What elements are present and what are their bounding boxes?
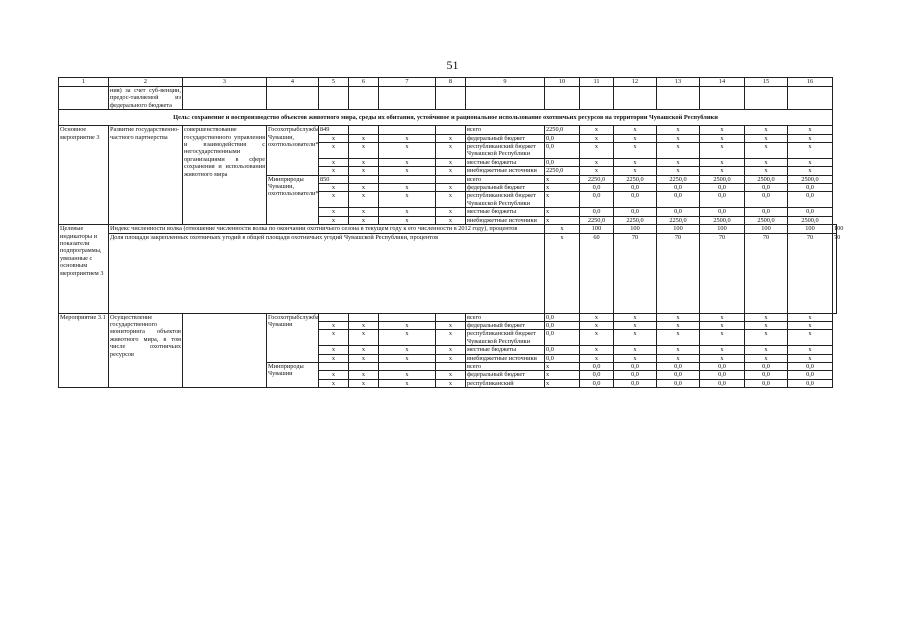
value-cell: 0,0 — [788, 362, 833, 370]
value-cell: 2500,0 — [745, 216, 788, 224]
value-cell: x — [745, 126, 788, 134]
source-cell: республиканский бюджет Чувашской Республики — [466, 192, 545, 208]
value-cell: x — [614, 126, 657, 134]
value-cell: 0,0 — [745, 362, 788, 370]
table-cell — [436, 87, 466, 110]
table-cell — [379, 175, 436, 183]
value-cell: 0,0 — [788, 184, 833, 192]
indicator-value: x — [545, 225, 580, 233]
value-cell: x — [614, 313, 657, 321]
table-row — [59, 110, 837, 126]
column-header: 16 — [788, 78, 833, 87]
table-cell — [349, 362, 379, 370]
value-cell: x — [745, 134, 788, 142]
table-cell: x — [319, 321, 349, 329]
value-cell: x — [700, 321, 745, 329]
value-cell: x — [545, 208, 580, 216]
table-cell: x — [349, 134, 379, 142]
column-header: 15 — [745, 78, 788, 87]
value-cell: 2500,0 — [700, 216, 745, 224]
table-body — [59, 78, 844, 388]
table-cell: x — [319, 346, 349, 354]
value-cell: 0,0 — [700, 184, 745, 192]
column-header: 4 — [267, 78, 319, 87]
value-cell: x — [614, 158, 657, 166]
table-cell — [379, 87, 436, 110]
value-cell: 0,0 — [700, 371, 745, 379]
table-cell: x — [319, 167, 349, 175]
table-cell: x — [436, 321, 466, 329]
source-cell: федеральный бюджет — [466, 184, 545, 192]
value-cell: 0,0 — [614, 208, 657, 216]
table-cell: x — [349, 371, 379, 379]
indicator-value: 100 — [788, 225, 833, 233]
value-cell: 0,0 — [545, 134, 580, 142]
column-header: 6 — [349, 78, 379, 87]
table-cell: x — [379, 371, 436, 379]
indicator-value: 100 — [834, 225, 844, 233]
value-cell: x — [545, 184, 580, 192]
code-cell: 849 — [319, 126, 349, 134]
value-cell: 0,0 — [545, 354, 580, 362]
table-cell — [349, 87, 379, 110]
executor-cell: Госохотрыбслужба Чувашии — [267, 313, 319, 362]
value-cell: 0,0 — [700, 362, 745, 370]
value-cell: x — [545, 192, 580, 208]
code-cell: 850 — [319, 175, 349, 183]
value-cell: x — [745, 313, 788, 321]
table-cell: x — [379, 208, 436, 216]
value-cell: 0,0 — [788, 371, 833, 379]
table-cell: x — [436, 216, 466, 224]
column-header: 12 — [614, 78, 657, 87]
value-cell: 0,0 — [580, 379, 614, 387]
column-header: 9 — [466, 78, 545, 87]
executor-cell: Минприроды Чувашии, охотпользователи* — [267, 175, 319, 224]
table-cell: ния) за счет суб-венции, предос-тавляемой из федерального бюджета — [110, 87, 181, 109]
value-cell: 0,0 — [614, 362, 657, 370]
indicator-value: x — [545, 233, 580, 313]
value-cell: x — [745, 330, 788, 346]
table-cell: x — [319, 143, 349, 159]
value-cell: x — [788, 143, 833, 159]
value-cell: x — [657, 346, 700, 354]
event-goal: совершенствование государственного управления и взаимодействия с негосударственными организациями в сфере сохранения и использования животного мира — [183, 126, 267, 225]
value-cell: 0,0 — [700, 192, 745, 208]
value-cell: x — [580, 167, 614, 175]
table-cell — [436, 313, 466, 321]
source-cell: всего — [466, 126, 545, 134]
table-cell: x — [319, 192, 349, 208]
value-cell: 0,0 — [545, 158, 580, 166]
table-row — [59, 313, 837, 321]
value-cell: x — [657, 321, 700, 329]
table-cell — [349, 313, 379, 321]
value-cell: 2500,0 — [745, 175, 788, 183]
value-cell: 0,0 — [657, 192, 700, 208]
value-cell: x — [788, 126, 833, 134]
value-cell: x — [614, 167, 657, 175]
value-cell: x — [788, 346, 833, 354]
source-cell: федеральный бюджет — [466, 371, 545, 379]
table-cell: x — [319, 330, 349, 346]
value-cell: x — [700, 330, 745, 346]
table-cell — [745, 87, 788, 110]
value-cell: 2500,0 — [788, 216, 833, 224]
value-cell: x — [657, 330, 700, 346]
table-cell: x — [436, 143, 466, 159]
table-cell: x — [379, 158, 436, 166]
table-cell: x — [436, 134, 466, 142]
table-cell — [700, 87, 745, 110]
table-row — [59, 225, 837, 233]
table-row — [59, 87, 837, 110]
value-cell: x — [545, 379, 580, 387]
table-cell — [466, 87, 545, 110]
event-name: Осуществление государственного мониторинга объектов животного мира, в том числе охотничьих ресурсов — [109, 313, 183, 388]
executor-cell: Минприроды Чувашии — [267, 362, 319, 387]
table-cell — [267, 87, 319, 110]
table-cell: x — [436, 158, 466, 166]
table-cell: x — [349, 321, 379, 329]
table-cell: x — [319, 158, 349, 166]
table-row — [59, 126, 837, 134]
value-cell: 0,0 — [545, 346, 580, 354]
indicator-text: Доля площади закрепленных охотничьих угодий в общей площади охотничьих угодий Чувашской Республики, процентов — [109, 233, 545, 313]
value-cell: 0,0 — [545, 321, 580, 329]
value-cell: 0,0 — [745, 192, 788, 208]
source-cell: федеральный бюджет — [466, 321, 545, 329]
table-cell: x — [436, 208, 466, 216]
value-cell: 0,0 — [745, 184, 788, 192]
table-cell: x — [436, 346, 466, 354]
source-cell: всего — [466, 362, 545, 370]
table-cell — [349, 126, 379, 134]
value-cell: x — [614, 321, 657, 329]
source-cell: местные бюджеты — [466, 208, 545, 216]
table-cell: x — [319, 354, 349, 362]
value-cell: x — [657, 354, 700, 362]
value-cell: x — [745, 143, 788, 159]
indicator-value: 70 — [614, 233, 657, 313]
table-cell: x — [349, 346, 379, 354]
value-cell: x — [657, 167, 700, 175]
table-cell — [319, 87, 349, 110]
value-cell: x — [657, 158, 700, 166]
value-cell: x — [545, 216, 580, 224]
table-cell: x — [379, 346, 436, 354]
table-cell — [436, 362, 466, 370]
value-cell: 2250,0 — [580, 175, 614, 183]
value-cell: 2500,0 — [788, 175, 833, 183]
value-cell: 0,0 — [745, 379, 788, 387]
value-cell: 0,0 — [700, 379, 745, 387]
executor-cell: Госохотрыбслужба Чувашии, охотпользователи* — [267, 126, 319, 175]
value-cell: x — [745, 346, 788, 354]
indicator-value: 70 — [833, 233, 837, 313]
table-cell — [379, 313, 436, 321]
value-cell: x — [580, 134, 614, 142]
source-cell: местные бюджеты — [466, 346, 545, 354]
value-cell: x — [745, 354, 788, 362]
value-cell: x — [700, 313, 745, 321]
value-cell: 0,0 — [614, 192, 657, 208]
indicator-text: Индекс численности волка (отношение численности волка по окончании охотничьего сезона в текущем году к его численности в 2012 году), процентов — [109, 225, 545, 233]
value-cell: 0,0 — [745, 208, 788, 216]
value-cell: x — [580, 126, 614, 134]
table-cell — [545, 87, 580, 110]
value-cell: x — [745, 321, 788, 329]
table-cell — [614, 87, 657, 110]
table-cell — [436, 126, 466, 134]
table-cell — [788, 87, 833, 110]
source-cell: республиканский бюджет Чувашской Республики — [466, 330, 545, 346]
value-cell: x — [788, 330, 833, 346]
value-cell: x — [657, 313, 700, 321]
targets-label: Целевые индикаторы и показатели подпрограммы, увязанные с основным мероприятием 3 — [59, 225, 109, 313]
indicator-value: 70 — [788, 233, 833, 313]
table-cell — [657, 87, 700, 110]
value-cell: x — [614, 346, 657, 354]
column-header: 8 — [436, 78, 466, 87]
value-cell: x — [580, 313, 614, 321]
value-cell: 0,0 — [614, 379, 657, 387]
table-row — [59, 233, 837, 313]
value-cell: x — [745, 167, 788, 175]
column-header: 14 — [700, 78, 745, 87]
table-cell: x — [319, 379, 349, 387]
source-cell: республиканский — [466, 379, 545, 387]
value-cell: x — [788, 167, 833, 175]
column-header: 2 — [109, 78, 183, 87]
table-cell: x — [319, 371, 349, 379]
value-cell: x — [545, 371, 580, 379]
event-label: Мероприятие 3.1 — [59, 313, 109, 388]
table-cell: x — [349, 208, 379, 216]
value-cell: x — [700, 354, 745, 362]
column-header: 13 — [657, 78, 700, 87]
source-cell: всего — [466, 313, 545, 321]
table-cell: x — [349, 184, 379, 192]
value-cell: 0,0 — [580, 208, 614, 216]
table-cell — [436, 175, 466, 183]
table-cell: x — [379, 379, 436, 387]
table-cell: x — [436, 184, 466, 192]
table-row — [59, 78, 837, 87]
table-cell — [349, 175, 379, 183]
source-cell: республиканский бюджет Чувашской Республики — [466, 143, 545, 159]
value-cell: x — [614, 354, 657, 362]
table-cell: x — [349, 167, 379, 175]
table-cell: x — [436, 371, 466, 379]
value-cell: x — [700, 143, 745, 159]
table-cell — [59, 87, 109, 110]
indicator-value: 100 — [657, 225, 700, 233]
indicator-value: 100 — [700, 225, 745, 233]
table-cell: x — [319, 134, 349, 142]
table-cell: x — [349, 330, 379, 346]
value-cell: 0,0 — [788, 192, 833, 208]
table-cell — [183, 87, 267, 110]
table-cell: x — [379, 321, 436, 329]
value-cell: x — [580, 143, 614, 159]
column-header: 7 — [379, 78, 436, 87]
source-cell: всего — [466, 175, 545, 183]
table-cell: x — [319, 216, 349, 224]
table-cell — [379, 362, 436, 370]
table-cell: x — [436, 192, 466, 208]
table-cell: x — [379, 143, 436, 159]
value-cell: x — [657, 143, 700, 159]
table-cell: x — [349, 143, 379, 159]
value-cell: 0,0 — [700, 208, 745, 216]
table-cell: x — [379, 192, 436, 208]
value-cell: x — [614, 330, 657, 346]
table-cell: x — [319, 208, 349, 216]
value-cell: 2250,0 — [545, 167, 580, 175]
event-label: Основное мероприятие 3 — [59, 126, 109, 225]
value-cell: 2250,0 — [614, 216, 657, 224]
value-cell: 2500,0 — [700, 175, 745, 183]
value-cell: x — [788, 313, 833, 321]
value-cell: 0,0 — [580, 362, 614, 370]
table-cell: x — [379, 216, 436, 224]
value-cell: 2250,0 — [580, 216, 614, 224]
value-cell: x — [700, 126, 745, 134]
value-cell: x — [580, 354, 614, 362]
table-cell: x — [349, 379, 379, 387]
source-cell: внебюджетные источники — [466, 216, 545, 224]
table-cell — [580, 87, 614, 110]
value-cell: x — [788, 321, 833, 329]
source-cell: внебюджетные источники — [466, 354, 545, 362]
value-cell: 0,0 — [545, 330, 580, 346]
table-cell: x — [379, 134, 436, 142]
value-cell: 0,0 — [745, 371, 788, 379]
table-cell: x — [379, 354, 436, 362]
value-cell: x — [657, 134, 700, 142]
source-cell: внебюджетные источники — [466, 167, 545, 175]
table-cell: x — [349, 354, 379, 362]
value-cell: 2250,0 — [657, 175, 700, 183]
indicator-value: 70 — [700, 233, 745, 313]
value-cell: x — [700, 134, 745, 142]
value-cell: x — [580, 330, 614, 346]
value-cell: x — [700, 158, 745, 166]
budget-table — [58, 77, 844, 388]
value-cell: 2250,0 — [614, 175, 657, 183]
source-cell: местные бюджеты — [466, 158, 545, 166]
column-header: 5 — [319, 78, 349, 87]
table-cell: x — [436, 167, 466, 175]
table-cell: x — [379, 330, 436, 346]
table-cell: x — [349, 216, 379, 224]
value-cell: 0,0 — [657, 379, 700, 387]
value-cell: 0,0 — [788, 208, 833, 216]
value-cell: x — [580, 321, 614, 329]
value-cell: 0,0 — [545, 143, 580, 159]
value-cell: 0,0 — [657, 184, 700, 192]
value-cell: 0,0 — [788, 379, 833, 387]
event-goal — [183, 313, 267, 388]
table-cell: x — [436, 354, 466, 362]
table-cell: x — [349, 192, 379, 208]
event-name: Развитие государственно-частного партнерства — [109, 126, 183, 225]
value-cell: 0,0 — [614, 371, 657, 379]
column-header: 1 — [59, 78, 109, 87]
page-number: 51 — [446, 58, 459, 72]
indicator-value: 100 — [614, 225, 657, 233]
value-cell: x — [700, 346, 745, 354]
value-cell: x — [614, 143, 657, 159]
value-cell: x — [545, 362, 580, 370]
value-cell: 2250,0 — [657, 216, 700, 224]
indicator-value: 100 — [580, 225, 614, 233]
value-cell: x — [788, 158, 833, 166]
indicator-value: 70 — [657, 233, 700, 313]
table-cell: x — [319, 184, 349, 192]
source-cell: федеральный бюджет — [466, 134, 545, 142]
value-cell: x — [614, 134, 657, 142]
value-cell: x — [745, 158, 788, 166]
table-cell: x — [379, 184, 436, 192]
table-cell: x — [436, 330, 466, 346]
code-cell — [319, 362, 349, 370]
table-cell — [379, 126, 436, 134]
column-header: 3 — [183, 78, 267, 87]
table-cell: x — [436, 379, 466, 387]
value-cell: 0,0 — [580, 192, 614, 208]
table-cell: x — [379, 167, 436, 175]
column-header: 10 — [545, 78, 580, 87]
value-cell: 0,0 — [545, 313, 580, 321]
value-cell: 0,0 — [657, 208, 700, 216]
value-cell: x — [580, 158, 614, 166]
code-cell — [319, 313, 349, 321]
indicator-value: 60 — [580, 233, 614, 313]
value-cell: 0,0 — [580, 184, 614, 192]
value-cell: x — [788, 134, 833, 142]
table-cell: x — [349, 158, 379, 166]
value-cell: 0,0 — [614, 184, 657, 192]
value-cell: x — [700, 167, 745, 175]
indicator-value: 100 — [745, 225, 788, 233]
value-cell: 0,0 — [657, 371, 700, 379]
value-cell: x — [788, 354, 833, 362]
value-cell: 0,0 — [580, 371, 614, 379]
indicator-value: 70 — [745, 233, 788, 313]
column-header: 11 — [580, 78, 614, 87]
value-cell: x — [545, 175, 580, 183]
value-cell: 0,0 — [657, 362, 700, 370]
value-cell: 2250,0 — [545, 126, 580, 134]
value-cell: x — [580, 346, 614, 354]
goal-heading: Цель: сохранение и воспроизводство объектов животного мира, среды их обитания, устойчивое и рациональное использование охотничьих ресурсов на территории Чувашской Республики — [59, 110, 833, 126]
value-cell: x — [657, 126, 700, 134]
